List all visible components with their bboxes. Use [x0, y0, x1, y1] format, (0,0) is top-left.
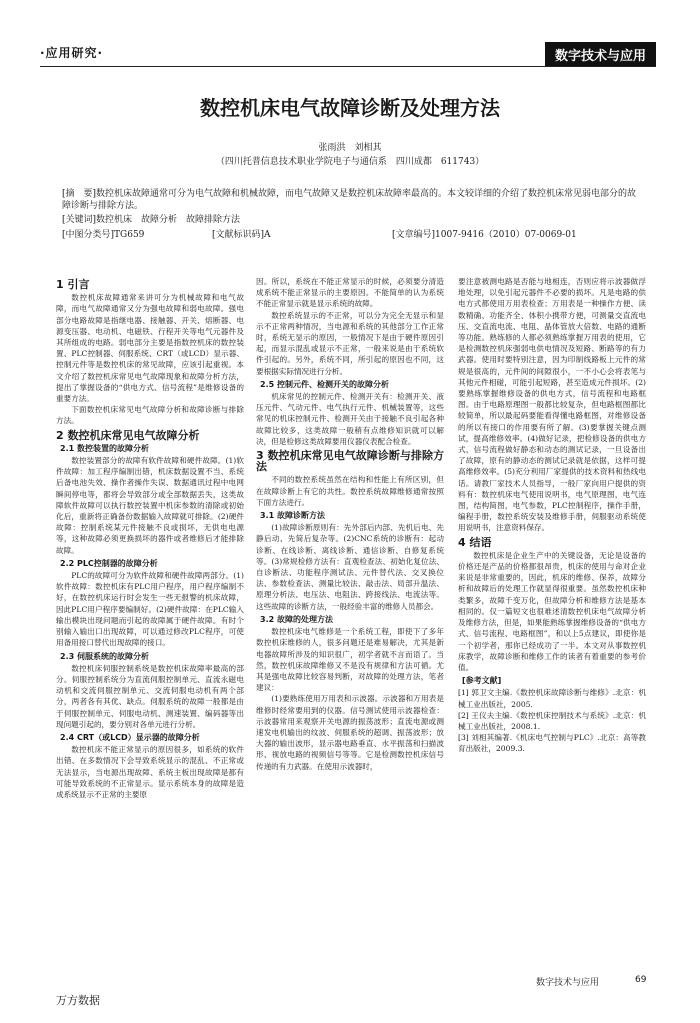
journal-banner: 数字技术与应用	[545, 42, 656, 67]
paragraph: 数控系统显示的不正常，可以分为完全无显示和显示不正常两种情况，当电源和系统的其他部分工作正常时，系统无显示的原因，一般情况下是由于硬件原因引起，而显示混乱或显示不正常，一般来说是由于系统软件引起的。另外，系统不同，所引起的原因也不同，这要根据实际情况进行分析。	[256, 310, 444, 376]
heading-section-2: 2 数控机床常见电气故障分析	[56, 428, 200, 442]
authors: 张雨洪 刘相其	[318, 143, 382, 153]
article-number: [文章编号]1007-9416（2010）07-0069-01	[392, 230, 577, 240]
heading-2-3: 2.3 伺服系统的故障分析	[60, 651, 149, 661]
paragraph: PLC的故障可分为软件故障和硬件故障两部分。(1)软件故障：数控机床有PLC用户程序，用户程序编制不好，在数控机床运行时会发生一些无报警的机床故障，因此PLC用户程序要编制好。(2)硬件故障：在PLC输入输出模块出现问题而引起的故障属于硬件故障。有时个别输入输出口出现故障，可以通过修改PLC程序，可使用备用接口替代出现故障的接口。	[56, 571, 244, 648]
heading-conclusion: 4 结语	[458, 535, 492, 549]
heading-3-1: 3.1 故障诊断方法	[260, 511, 325, 521]
reference-item: [1] 郭卫文主编.《数控机床故障诊断与维修》.北京：机械工业出版社，2005.	[458, 688, 646, 709]
page-number: 69	[635, 975, 647, 985]
paragraph: 数控机床伺服控制系统是数控机床故障率最高的部分。伺服控制系统分为直流伺服控制单元、直流永磁电动机和交流伺服控制单元、交流伺服电动机有两个部分，两者各有其优、缺点。伺服系统的故障一般都是由于伺服控制单元、伺服电动机、测速装置、编码器等出现问题引起的，要分别对各单元进行分析。	[56, 663, 244, 729]
article-title: 数控机床电气故障诊断及处理方法	[200, 96, 500, 120]
text-column-1	[56, 276, 244, 986]
paragraph: 要注意被测电路是否能与地相连，否则应将示波器做浮地处理，以免引起元器件不必要的损坏。凡是电路的供电方式都使用万用表检查；万用表是一种操作方便、读数精确、功能齐全、体积小携带方便，可测量交直流电压、交直流电流、电阻、晶体管放大倍数、电路的通断等功能。熟练修的人都必须熟练掌握万用表的使用，它是检测数控机床强弱电供电情况及短路、断路等的有力武器。使用时要特别注意，因为印制线路板上元件的常规是很高的，元件间的间隙很小，一不小心会将表笔与其他元件相碰，可能引起短路，甚至造成元件损坏。(2)要熟练掌握维修设备的供电方式，信号流程和电路框图。由于电路原理图一般都比较复杂，但电路框图都比较简单，所以最起码要能看得懂电路框图，对维修设备的所以有接口的作用要有所了解。(3)要掌握关键点测试，提高维修效率。(4)做好记录，把检修设备的供电方式，信号流程做好静态和动态的测试记录，一旦设备出了故障，原有的静动态的测试记录就是依据，这样可提高维修效率。(5)充分利用厂家提供的技术资料和热线电话。请教厂家技术人员指导，一般厂家向用户提供的资料有：数控机床电气使用说明书，电气原理图，电气连图，结构简图，电气参数，PLC控制程序，操作手册，编程手册，数控系统安装及维修手册，伺服驱动系统使用说明书，注意资料保存。	[458, 277, 646, 533]
heading-introduction: 1 引言	[56, 278, 90, 291]
paragraph: 因。所以，系统在不能正常显示的时候，必须要分清造成系统不能正常显示的主要原因。不能简单的认为系统不能正常显示就是显示系统的故障。	[256, 277, 444, 309]
paragraph: 不同的数控系统虽然在结构和性能上有所区别，但在故障诊断上有它的共性。数控系统故障维修通常按照下面方法进行。	[256, 475, 444, 507]
classification-number: [中图分类号]TG659	[62, 230, 145, 240]
paragraph: 下面数控机床常见电气故障分析和故障诊断与排除方法。	[56, 405, 244, 426]
header-divider	[40, 66, 656, 67]
paragraph: (1)要熟练使用万用表和示波器。示波器和万用表是维修时经常要用到的仪器。信号测试使用示波器检查：示波器常用来观察开关电源的振荡波形；直流电源或测速发电机输出的纹波、伺服系统的超调、振荡波形；放大器的输出波形，显示器电路垂直、水平振荡和扫描波形、视放电路的视频信号等等。它是检测数控机床信号传递的有力武器。在使用示波器时，	[256, 694, 444, 771]
paragraph: 数控机床故障通常来讲可分为机械故障和电气故障，而电气故障通常又分为强电故障和弱电故障。强电部分电路故障是指继电器、接触器、开关、熔断器、电源变压器、电动机、电磁铁、行程开关等电气元器件及其所组成的电路。弱电部分主要是指数控机床的数控装置、PLC控制器、伺服系统、CRT（或LCD）显示器、控制元件等是数控机床的常见故障，应该引起重视。本文介绍了数控机床常见电气故障现象和故障分析方法，提出了掌握设备的“供电方式、信号流程”是维修设备的重要方法。	[56, 293, 244, 404]
paragraph: 数控装置部分的故障有软件故障和硬件故障。(1)软件故障：加工程序编制出错，机床数据设置不当、系统后备电池失效、操作者操作失误、数据通讯过程中电网瞬间停电等，都将会导致部分或全部数据丢失，这类故障软件故障可以执行数控装置中机床参数的清除或初始化后，重新将正确备份数据输入故障就可排除。(2)硬件故障：控制系统某元件接触不良或损坏，无供电电源等，这种故障必须更换损坏的器件或者维修后才能排除故障。	[56, 456, 244, 555]
reference-item: [2] 王仪夫主编.《数控机床控制技术与系统》.北京：机械工业出版社，2008.1.	[458, 710, 646, 731]
paragraph: 机床常见的控制元件、检测开关有：检测开关、液压元件、气动元件、电气执行元件、机械装置等，这些常见的机床控制元件、检测开关由于接触不良引起各种故障比较多，这类故障一般稍有点维修知识就可以解决，但是检修这类故障要用仪器仪表配合检查。	[256, 392, 444, 446]
keywords: [关键词]数控机床 故障分析 故障排除方法	[62, 215, 241, 225]
classification-row	[62, 227, 642, 239]
paragraph: 数控机床不能正常显示的原因很多，如系统的软件出错、在多数情况下会导致系统显示的混乱、不正常或无法显示，当电源出现故障、系统主板出现故障是都有可能导致系统的不正常显示。显示系统本身的故障是造成系统显示不正常的主要原	[56, 745, 244, 799]
text-column-2	[256, 276, 444, 986]
paragraph: 数控机床是企业生产中的关键设备，无论是设备的价格还是产品的价格都很昂贵，机床的使用与命对企业来说是非常重要的，因此，机床的维修、保养，故障分析和故障后的处理工作就显得很重要。虽然数控机床种类繁多，故障千变万化，但故障分析和维修方法是基本相同的。仅一篇短文也很难述清数控机床电气故障分析及维修方法，但是，如果能熟练掌握维修设备的“供电方式、信号流程、电路框图”，和以上5点建议，即使你是一个初学者，那你已经成功了一半。本文对从事数控机床教学，故障诊断和维修工作的读者有着重要的参考价值。	[458, 550, 646, 672]
heading-3-2: 3.2 故障的处理方法	[260, 614, 333, 624]
paragraph: (1)故障诊断原则有：先外部后内部、先机后电、先静后动、先简后复杂等。(2)CNC系统的诊断有：起动诊断、在线诊断、离线诊断、通信诊断、自修复系统等。(3)常规检修方法有：直观检查法、初始化复位法、自诊断法、功能程序测试法、元件替代法、交叉换位法、参数检查法、测量比较法、敲击法、局部升温法、原理分析法、电压法、电阻法、跨接线法、电流法等。这些故障的诊断方法，一般经验丰富的维修人员都会。	[256, 523, 444, 611]
footer-watermark: 万方数据	[56, 994, 100, 1007]
section-label: ·应用研究·	[40, 46, 104, 60]
text-column-3	[458, 276, 646, 986]
paragraph: 数控机床电气维修是一个系统工程，即使下了多年数控机床维修的人，很多问题还是难易解决，尤其是新电器故障所涉及的知识很广，初学者就不言而语了。当然，数控机床故障维修又不是没有规律和方法可循。尤其是强电故障比较容易判断，对故障的处理方法，笔者建议：	[256, 627, 444, 693]
heading-2-1: 2.1 数控装置的故障分析	[60, 443, 149, 453]
footer-journal-name: 数字技术与应用	[536, 978, 600, 988]
references-heading: [参考文献]	[462, 676, 502, 686]
affiliation: （四川托普信息技术职业学院电子与通信系 四川成都 611743）	[215, 157, 485, 167]
reference-item: [3] 刘相其编著.《机床电气控制与PLC》.北京：高等教育出版社，2009.3.	[458, 733, 646, 754]
abstract: [摘 要]数控机床故障通常可分为电气故障和机械故障，而电气故障又是数控机床故障率最高的。本文较详细的介绍了数控机床常见弱电部分的故障诊断与排除方法。	[62, 189, 637, 211]
heading-2-5: 2.5 控制元件、检测开关的故障分析	[260, 379, 389, 389]
heading-2-2: 2.2 PLC控制器的故障分析	[60, 558, 158, 568]
heading-2-4: 2.4 CRT（或LCD）显示器的故障分析	[60, 732, 200, 742]
document-code: [文献标识码]A	[212, 230, 271, 240]
heading-section-3: 3 数控机床常见电气故障诊断与排除方法	[256, 449, 444, 474]
